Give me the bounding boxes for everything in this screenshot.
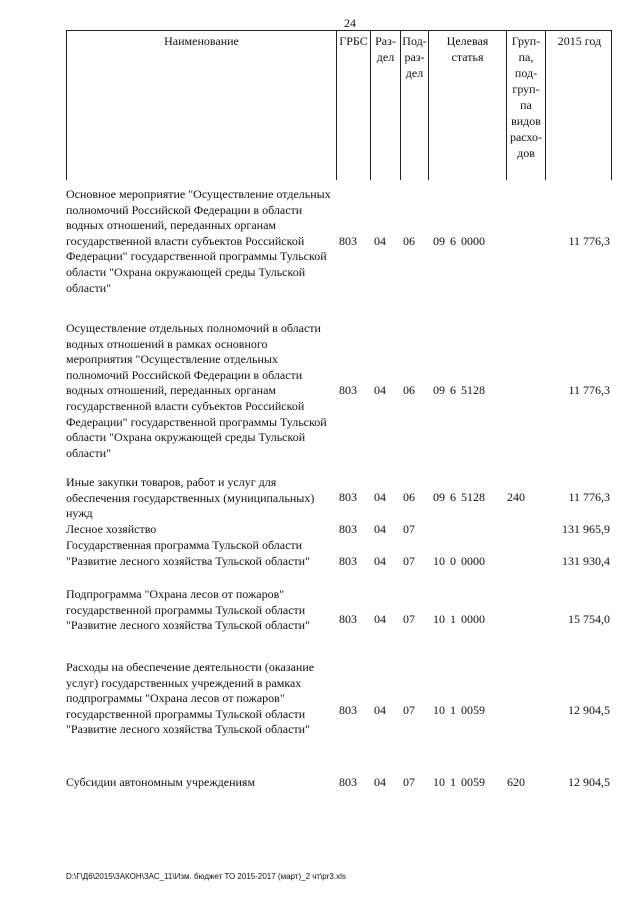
row-podrazdel: 06 (403, 234, 415, 248)
header-razdel: Раз- дел (371, 31, 401, 180)
page-number: 24 (344, 16, 356, 30)
row-amount: 11 776,3 (568, 383, 610, 397)
row-amount: 131 930,4 (562, 554, 610, 568)
row-celevaya: 10 1 0059 (433, 775, 485, 789)
row-razdel: 04 (374, 490, 386, 504)
row-name: Субсидии автономным учреждениям (66, 775, 256, 789)
row-grbs: 803 (339, 703, 357, 717)
header-gruppa: Груп- па, под- груп- па видов расхо- дов (507, 31, 546, 180)
row-grbs: 803 (339, 522, 357, 536)
row-amount: 131 965,9 (562, 522, 610, 536)
header-celevaya: Целевая статья (429, 31, 507, 180)
header-year: 2015 год (557, 34, 602, 48)
row-amount: 11 776,3 (568, 234, 610, 248)
row-razdel: 04 (374, 234, 386, 248)
row-name: Основное мероприятие "Осуществление отдельных полномочий Российской Федерации в области водных отношений, переданных органам государственной власти субъектов Российской Федерации" государственной программы Тульской области "Охрана окружающей среды Тульской области" (66, 187, 331, 295)
row-razdel: 04 (374, 612, 386, 626)
row-name: Расходы на обеспечение деятельности (оказание услуг) государственных учреждений в рамках подпрограммы "Охрана лесов от пожаров" государственной программы Тульской области "Развитие лесного хозяйства Тульской области" (66, 660, 315, 737)
row-razdel: 04 (374, 522, 386, 536)
row-amount: 15 754,0 (568, 612, 610, 626)
table-header (66, 30, 612, 180)
row-celevaya: 09 6 5128 (433, 490, 485, 504)
row-podrazdel: 07 (403, 612, 415, 626)
row-name: Иные закупки товаров, работ и услуг для обеспечения государственных (муниципальных) нужд (66, 475, 315, 521)
header-grbs: ГРБС (337, 31, 371, 180)
row-grbs: 803 (339, 490, 357, 504)
row-podrazdel: 06 (403, 490, 415, 504)
row-razdel: 04 (374, 703, 386, 717)
row-amount: 11 776,3 (568, 490, 610, 504)
row-podrazdel: 07 (403, 775, 415, 789)
row-gruppa: 240 (507, 490, 525, 504)
row-razdel: 04 (374, 554, 386, 568)
row-name: Подпрограмма "Охрана лесов от пожаров" государственной программы Тульской области "Развитие лесного хозяйства Тульской области" (66, 587, 310, 633)
row-grbs: 803 (339, 383, 357, 397)
file-path-footer: D:\Г\Д6\2015\ЗАКОН\ЗАС_11\Изм. бюджет ТО 2015-2017 (март)_2 чт\pr3.xls (66, 872, 346, 881)
row-podrazdel: 06 (403, 383, 415, 397)
row-gruppa: 620 (507, 775, 525, 789)
row-celevaya: 10 0 0000 (433, 554, 485, 568)
row-name: Государственная программа Тульской области "Развитие лесного хозяйства Тульской области" (66, 538, 310, 568)
row-celevaya: 10 1 0059 (433, 703, 485, 717)
row-grbs: 803 (339, 554, 357, 568)
row-name: Лесное хозяйство (66, 522, 157, 536)
row-grbs: 803 (339, 612, 357, 626)
row-razdel: 04 (374, 775, 386, 789)
row-grbs: 803 (339, 775, 357, 789)
header-name: Наименование (67, 31, 337, 180)
row-razdel: 04 (374, 383, 386, 397)
row-celevaya: 09 6 0000 (433, 234, 485, 248)
header-podrazdel: Под- раз- дел (401, 31, 429, 180)
row-amount: 12 904,5 (568, 775, 610, 789)
row-podrazdel: 07 (403, 522, 415, 536)
row-celevaya: 10 1 0000 (433, 612, 485, 626)
row-grbs: 803 (339, 234, 357, 248)
row-amount: 12 904,5 (568, 703, 610, 717)
row-celevaya: 09 6 5128 (433, 383, 485, 397)
row-podrazdel: 07 (403, 554, 415, 568)
row-name: Осуществление отдельных полномочий в области водных отношений в рамках основного мероприятия "Осуществление отдельных полномочий Российской Федерации в области водных отношений, переданных органам государственной власти субъектов Российской Федерации" государственной программы Тульской области "Охрана окружающей среды Тульской области" (66, 321, 327, 460)
row-podrazdel: 07 (403, 703, 415, 717)
